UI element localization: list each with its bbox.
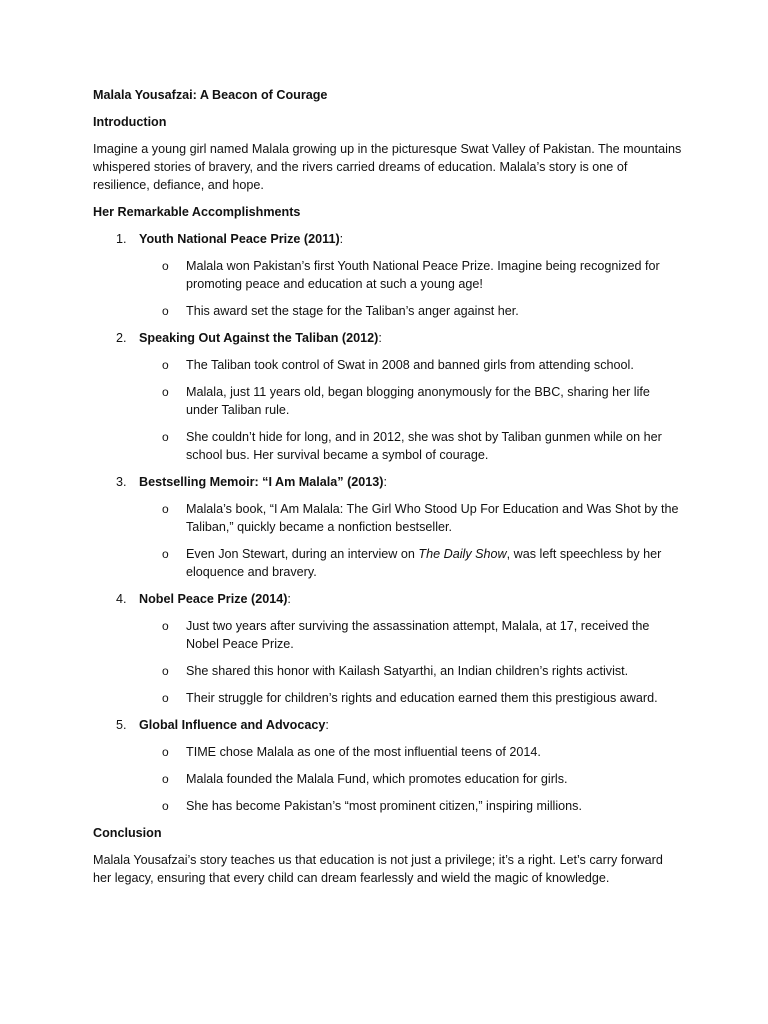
sub-list-item — [93, 545, 683, 581]
sub-list — [93, 500, 683, 581]
sub-list-item — [93, 689, 683, 707]
list-item — [93, 716, 683, 815]
item-heading — [93, 590, 683, 608]
item-title: Youth National Peace Prize (2011) — [139, 232, 340, 246]
sub-list-item — [93, 257, 683, 293]
sub-list-item — [93, 743, 683, 761]
bullet-marker: o — [162, 259, 169, 273]
bullet-marker: o — [162, 547, 169, 561]
bullet-marker: o — [162, 664, 169, 678]
sub-list-item — [93, 428, 683, 464]
item-heading — [93, 329, 683, 347]
sub-text: She shared this honor with Kailash Satyarthi, an Indian children’s rights activist. — [186, 664, 629, 678]
sub-list — [93, 257, 683, 320]
item-number: 4. — [116, 592, 127, 606]
item-title: Bestselling Memoir: “I Am Malala” (2013) — [139, 475, 384, 489]
list-item — [93, 230, 683, 320]
sub-list-item — [93, 500, 683, 536]
bullet-marker: o — [162, 304, 169, 318]
accomplishments-heading: Her Remarkable Accomplishments — [93, 205, 301, 219]
sub-text: Just two years after surviving the assassination attempt, Malala, at 17, received the Nobel Peace Prize. — [186, 619, 650, 651]
sub-list-item — [93, 662, 683, 680]
list-item — [93, 473, 683, 581]
document-title: Malala Yousafzai: A Beacon of Courage — [93, 88, 328, 102]
sub-text: Malala, just 11 years old, began blogging anonymously for the BBC, sharing her life under Taliban rule. — [186, 385, 650, 417]
list-item — [93, 590, 683, 707]
item-title: Global Influence and Advocacy — [139, 718, 326, 732]
bullet-marker: o — [162, 358, 169, 372]
document-body — [93, 86, 683, 896]
item-suffix: : — [339, 232, 344, 246]
intro-paragraph: Imagine a young girl named Malala growing up in the picturesque Swat Valley of Pakistan. The mountains whispered stories of bravery, and the rivers carried dreams of education. Malala’s story is one of resilience, defiance, and hope. — [93, 142, 682, 192]
bullet-marker: o — [162, 772, 169, 786]
sub-text: She has become Pakistan’s “most prominent citizen,” inspiring millions. — [186, 799, 582, 813]
item-number: 2. — [116, 331, 127, 345]
item-suffix: : — [325, 718, 329, 732]
sub-text: Malala’s book, “I Am Malala: The Girl Who Stood Up For Education and Was Shot by the Taliban,” quickly became a nonfiction bestseller. — [186, 502, 679, 534]
item-number: 3. — [116, 475, 127, 489]
bullet-marker: o — [162, 691, 169, 705]
intro-heading: Introduction — [93, 115, 167, 129]
sub-list — [93, 356, 683, 464]
sub-list-item — [93, 383, 683, 419]
sub-list-item — [93, 617, 683, 653]
bullet-marker: o — [162, 619, 169, 633]
sub-list — [93, 617, 683, 707]
bullet-marker: o — [162, 385, 169, 399]
bullet-marker: o — [162, 502, 169, 516]
item-heading — [93, 230, 683, 248]
conclusion-heading: Conclusion — [93, 826, 162, 840]
sub-text: Malala won Pakistan’s first Youth National Peace Prize. Imagine being recognized for promoting peace and education at such a young age! — [186, 259, 660, 291]
item-title: Speaking Out Against the Taliban (2012) — [139, 331, 379, 345]
sub-list-item — [93, 302, 683, 320]
sub-text: , was left speechless by her eloquence and bravery. — [186, 547, 662, 579]
sub-text: She couldn’t hide for long, and in 2012, she was shot by Taliban gunmen while on her school bus. Her survival became a symbol of courage. — [186, 430, 662, 462]
sub-list — [93, 743, 683, 815]
bullet-marker: o — [162, 799, 169, 813]
list-item — [93, 329, 683, 464]
item-suffix: : — [287, 592, 291, 606]
bullet-marker: o — [162, 745, 169, 759]
item-number: 1. — [116, 232, 127, 246]
conclusion-paragraph: Malala Yousafzai’s story teaches us that education is not just a privilege; it’s a right. Let’s carry forward her legacy, ensuring that every child can dream fearlessly and wield the magic of knowledge. — [93, 853, 663, 885]
sub-list-item — [93, 797, 683, 815]
sub-text: This award set the stage for the Taliban’s anger against her. — [186, 304, 519, 318]
sub-text: Even Jon Stewart, during an interview on — [186, 547, 419, 561]
item-suffix: : — [378, 331, 382, 345]
item-heading — [93, 716, 683, 734]
item-heading — [93, 473, 683, 491]
item-number: 5. — [116, 718, 127, 732]
sub-list-item — [93, 770, 683, 788]
item-suffix: : — [383, 475, 387, 489]
item-title: Nobel Peace Prize (2014) — [139, 592, 288, 606]
bullet-marker: o — [162, 430, 169, 444]
accomplishments-list — [93, 230, 683, 815]
sub-list-item — [93, 356, 683, 374]
show-title: The Daily Show — [418, 547, 507, 561]
sub-text: Malala founded the Malala Fund, which promotes education for girls. — [186, 772, 568, 786]
sub-text: The Taliban took control of Swat in 2008 and banned girls from attending school. — [186, 358, 634, 372]
sub-text: Their struggle for children’s rights and education earned them this prestigious award. — [186, 691, 658, 705]
sub-text: TIME chose Malala as one of the most influential teens of 2014. — [186, 745, 541, 759]
